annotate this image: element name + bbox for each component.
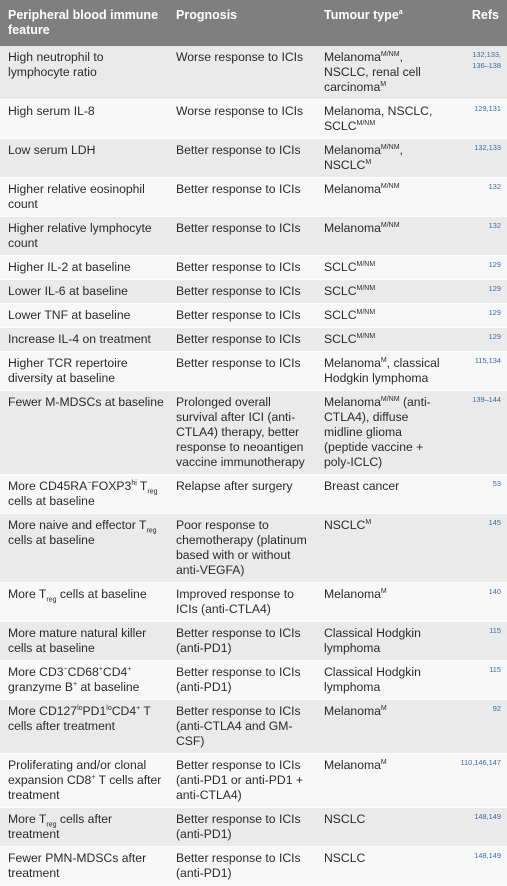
tumour-superscript: M/NM (356, 260, 376, 268)
prognosis-cell (168, 847, 316, 886)
prognosis-text: Better response to ICIs (anti-PD1) (176, 812, 301, 841)
table-row (0, 475, 507, 514)
feature-cell (0, 178, 168, 217)
feature-script: reg (46, 821, 57, 829)
refs-cell (447, 178, 507, 217)
refs-cell (447, 391, 507, 475)
reference-link: 129 (488, 260, 501, 269)
reference-link: 53 (492, 479, 501, 488)
feature-cell (0, 352, 168, 391)
tumour-cell (316, 847, 447, 886)
table-row (0, 847, 507, 886)
tumour-text: SCLC (324, 260, 357, 274)
refs-cell (447, 847, 507, 886)
prognosis-cell (168, 391, 316, 475)
feature-text: cells at baseline (8, 494, 95, 508)
prognosis-text: Better response to ICIs (anti-CTLA4 and GM-CSF) (176, 704, 301, 748)
feature-cell (0, 217, 168, 256)
feature-text: More T (8, 812, 47, 826)
tumour-text: Breast cancer (324, 479, 400, 493)
feature-cell (0, 100, 168, 139)
table-row (0, 754, 507, 808)
tumour-text: Melanoma (324, 758, 381, 772)
feature-cell (0, 304, 168, 328)
feature-script: reg (147, 488, 158, 496)
tumour-text: SCLC (324, 308, 357, 322)
feature-script: + (73, 680, 78, 688)
feature-text: More CD127 (8, 704, 78, 718)
tumour-text: , NSCLC (324, 143, 403, 172)
prognosis-cell (168, 622, 316, 661)
table-body (0, 46, 507, 886)
reference-link: 129,131 (474, 104, 501, 113)
tumour-superscript: M (380, 80, 387, 88)
refs-cell (447, 46, 507, 100)
feature-script: + (127, 665, 132, 673)
feature-text: CD4 (111, 704, 137, 718)
table-row (0, 304, 507, 328)
tumour-text: , classical Hodgkin lymphoma (324, 356, 440, 385)
prognosis-cell (168, 583, 316, 622)
tumour-text: NSCLC (324, 851, 366, 865)
tumour-cell (316, 217, 447, 256)
refs-cell (447, 754, 507, 808)
tumour-superscript: M/NM (356, 308, 376, 316)
feature-cell (0, 328, 168, 352)
feature-cell (0, 700, 168, 754)
reference-link: 129 (488, 332, 501, 341)
feature-script: lo (77, 704, 83, 712)
tumour-text: (anti-CTLA4), diffuse midline glioma (peptide vaccine + poly-ICLC) (324, 395, 431, 469)
reference-link: 145 (488, 518, 501, 527)
refs-cell (447, 808, 507, 847)
feature-script: hi (131, 479, 137, 487)
table-row (0, 352, 507, 391)
feature-script: − (87, 479, 92, 487)
prognosis-cell (168, 217, 316, 256)
feature-cell (0, 622, 168, 661)
feature-text: Higher IL-2 at baseline (8, 260, 131, 274)
feature-cell (0, 661, 168, 700)
prognosis-text: Better response to ICIs (anti-PD1) (176, 626, 301, 655)
reference-link: 148,149 (474, 812, 501, 821)
prognosis-text: Better response to ICIs (176, 143, 301, 157)
feature-text: FOXP3 (91, 479, 132, 493)
feature-text: T cells after treatment (8, 704, 151, 733)
prognosis-text: Better response to ICIs (176, 332, 301, 346)
reference-link: 132 (488, 182, 501, 191)
feature-text: More CD45RA (8, 479, 88, 493)
feature-text: Lower TNF at baseline (8, 308, 131, 322)
refs-cell (447, 100, 507, 139)
feature-cell (0, 514, 168, 583)
tumour-cell (316, 808, 447, 847)
refs-cell (447, 583, 507, 622)
tumour-text: Melanoma (324, 704, 381, 718)
tumour-text: Melanoma (324, 182, 381, 196)
tumour-superscript: M/NM (380, 143, 400, 151)
feature-cell (0, 847, 168, 886)
refs-cell (447, 514, 507, 583)
prognosis-cell (168, 700, 316, 754)
feature-text: More naive and effector T (8, 518, 147, 532)
reference-link: 92 (492, 704, 501, 713)
feature-text: More T (8, 587, 47, 601)
refs-cell (447, 352, 507, 391)
table-row (0, 661, 507, 700)
refs-cell (447, 475, 507, 514)
feature-cell (0, 280, 168, 304)
prognosis-cell (168, 256, 316, 280)
feature-text: Higher TCR repertoire diversity at baseline (8, 356, 128, 385)
prognosis-cell (168, 178, 316, 217)
reference-link: 132 (488, 221, 501, 230)
tumour-cell (316, 754, 447, 808)
tumour-cell (316, 352, 447, 391)
prognosis-text: Better response to ICIs (176, 284, 301, 298)
tumour-cell (316, 391, 447, 475)
prognosis-cell (168, 661, 316, 700)
prognosis-text: Better response to ICIs (176, 260, 301, 274)
tumour-text: SCLC (324, 332, 357, 346)
feature-text: Higher relative lymphocyte count (8, 221, 152, 250)
refs-cell (447, 328, 507, 352)
tumour-superscript: M/NM (356, 284, 376, 292)
feature-script: lo (106, 704, 112, 712)
feature-text: CD4 (102, 665, 128, 679)
prognosis-text: Improved response to ICIs (anti-CTLA4) (176, 587, 294, 616)
tumour-text: , NSCLC, renal cell carcinoma (324, 50, 421, 94)
tumour-text: NSCLC (324, 812, 366, 826)
feature-script: reg (46, 596, 57, 604)
tumour-text: Melanoma (324, 143, 381, 157)
prognosis-text: Worse response to ICIs (176, 50, 304, 64)
feature-text: Increase IL-4 on treatment (8, 332, 151, 346)
refs-cell (447, 661, 507, 700)
prognosis-text: Better response to ICIs (176, 182, 301, 196)
tumour-text: Melanoma (324, 587, 381, 601)
feature-text: Higher relative eosinophil count (8, 182, 145, 211)
tumour-cell (316, 700, 447, 754)
feature-text: More CD3 (8, 665, 64, 679)
refs-cell (447, 256, 507, 280)
tumour-superscript: M/NM (380, 50, 400, 58)
tumour-text: Melanoma (324, 221, 381, 235)
prognosis-cell (168, 328, 316, 352)
table-row (0, 328, 507, 352)
feature-text: Proliferating and/or clonal expansion CD8 (8, 758, 147, 787)
feature-text: Lower IL-6 at baseline (8, 284, 128, 298)
tumour-cell (316, 256, 447, 280)
refs-cell (447, 217, 507, 256)
feature-text: Fewer M-MDSCs at baseline (8, 395, 164, 409)
refs-cell (447, 139, 507, 178)
tumour-superscript: M/NM (356, 119, 376, 127)
tumour-text: Melanoma (324, 395, 381, 409)
tumour-text: Melanoma (324, 50, 381, 64)
feature-text: PD1 (82, 704, 107, 718)
reference-link: 148,149 (474, 851, 501, 860)
feature-text: T cells after treatment (8, 773, 162, 802)
tumour-superscript: M/NM (380, 395, 400, 403)
prognosis-cell (168, 304, 316, 328)
reference-link: 129 (488, 284, 501, 293)
table-row (0, 280, 507, 304)
tumour-cell (316, 661, 447, 700)
table-row (0, 808, 507, 847)
header-prognosis: Prognosis (168, 0, 316, 46)
tumour-superscript: M/NM (356, 332, 376, 340)
refs-cell (447, 280, 507, 304)
reference-link: 140 (488, 587, 501, 596)
tumour-superscript: M (380, 704, 387, 712)
prognosis-text: Better response to ICIs (176, 356, 301, 370)
table-row (0, 514, 507, 583)
prognosis-text: Worse response to ICIs (176, 104, 304, 118)
prognosis-cell (168, 514, 316, 583)
prognosis-text: Prolonged overall survival after ICI (anti-CTLA4) therapy, better response to neoantigen vaccine immunotherapy (176, 395, 305, 469)
table-row (0, 139, 507, 178)
refs-cell (447, 304, 507, 328)
feature-text: at baseline (77, 680, 140, 694)
feature-cell (0, 475, 168, 514)
feature-script: + (91, 773, 96, 781)
prognosis-text: Better response to ICIs (176, 308, 301, 322)
prognosis-text: Better response to ICIs (anti-PD1 or anti-PD1 + anti-CTLA4) (176, 758, 304, 802)
table-row (0, 256, 507, 280)
reference-link: 115 (489, 626, 501, 635)
tumour-cell (316, 280, 447, 304)
tumour-text: Classical Hodgkin lymphoma (324, 626, 421, 655)
prognosis-cell (168, 754, 316, 808)
prognosis-cell (168, 280, 316, 304)
feature-cell (0, 391, 168, 475)
feature-cell (0, 754, 168, 808)
table-row (0, 46, 507, 100)
header-feature: Peripheral blood immune feature (0, 0, 168, 46)
feature-script: + (136, 704, 141, 712)
table-row (0, 583, 507, 622)
feature-text: Low serum LDH (8, 143, 96, 157)
tumour-superscript: M (380, 758, 387, 766)
table-row (0, 622, 507, 661)
tumour-cell (316, 514, 447, 583)
tumour-text: Melanoma (324, 356, 381, 370)
prognosis-text: Better response to ICIs (anti-PD1) (176, 665, 301, 694)
header-tumour-label: Tumour type (324, 8, 399, 22)
reference-link: 129 (488, 308, 501, 317)
feature-cell (0, 256, 168, 280)
tumour-superscript: M (380, 356, 387, 364)
feature-text: cells at baseline (8, 533, 95, 547)
table-row (0, 178, 507, 217)
feature-text: High neutrophil to lymphocyte ratio (8, 50, 104, 79)
prognosis-text: Poor response to chemotherapy (platinum based with or without anti-VEGFA) (176, 518, 307, 577)
tumour-text: NSCLC (324, 518, 366, 532)
feature-text: T (136, 479, 148, 493)
table-row (0, 100, 507, 139)
feature-cell (0, 139, 168, 178)
reference-link: 132,133 (474, 143, 501, 152)
refs-cell (447, 700, 507, 754)
tumour-cell (316, 475, 447, 514)
feature-text: More mature natural killer cells at baseline (8, 626, 147, 655)
feature-script: reg (146, 527, 157, 535)
feature-text: granzyme B (8, 680, 74, 694)
feature-cell (0, 46, 168, 100)
table-row (0, 217, 507, 256)
reference-link: 110,146,147 (460, 758, 501, 767)
tumour-cell (316, 622, 447, 661)
prognosis-text: Better response to ICIs (176, 221, 301, 235)
tumour-text: Classical Hodgkin lymphoma (324, 665, 421, 694)
header-refs: Refs (447, 0, 507, 46)
tumour-superscript: M/NM (380, 182, 400, 190)
refs-cell (447, 622, 507, 661)
table-row (0, 700, 507, 754)
feature-text: High serum IL-8 (8, 104, 95, 118)
tumour-cell (316, 178, 447, 217)
prognosis-cell (168, 475, 316, 514)
header-tumour-type (316, 0, 447, 46)
tumour-cell (316, 100, 447, 139)
feature-script: − (63, 665, 68, 673)
tumour-text: Melanoma, NSCLC, SCLC (324, 104, 433, 133)
tumour-cell (316, 304, 447, 328)
feature-cell (0, 583, 168, 622)
prognosis-cell (168, 46, 316, 100)
tumour-cell (316, 583, 447, 622)
tumour-cell (316, 328, 447, 352)
feature-script: + (98, 665, 103, 673)
tumour-superscript: M (365, 518, 372, 526)
prognosis-cell (168, 139, 316, 178)
tumour-cell (316, 46, 447, 100)
reference-link: 115 (489, 665, 501, 674)
feature-text: Fewer PMN-MDSCs after treatment (8, 851, 147, 880)
header-tumour-footnote: a (398, 8, 403, 16)
table-header (0, 0, 507, 46)
prognosis-cell (168, 352, 316, 391)
tumour-superscript: M (365, 158, 372, 166)
prognosis-cell (168, 100, 316, 139)
tumour-text: SCLC (324, 284, 357, 298)
prognosis-cell (168, 808, 316, 847)
reference-link: 139–144 (472, 395, 501, 404)
prognosis-text: Better response to ICIs (anti-PD1) (176, 851, 301, 880)
reference-link: 132,133, 136–138 (472, 50, 501, 70)
feature-text: cells at baseline (56, 587, 147, 601)
feature-cell (0, 808, 168, 847)
reference-link: 115,134 (474, 356, 501, 365)
feature-text: cells after treatment (8, 812, 113, 841)
prognosis-text: Relapse after surgery (176, 479, 293, 493)
tumour-superscript: M/NM (380, 221, 400, 229)
table-row (0, 391, 507, 475)
tumour-superscript: M (380, 587, 387, 595)
tumour-cell (316, 139, 447, 178)
feature-text: CD68 (67, 665, 99, 679)
